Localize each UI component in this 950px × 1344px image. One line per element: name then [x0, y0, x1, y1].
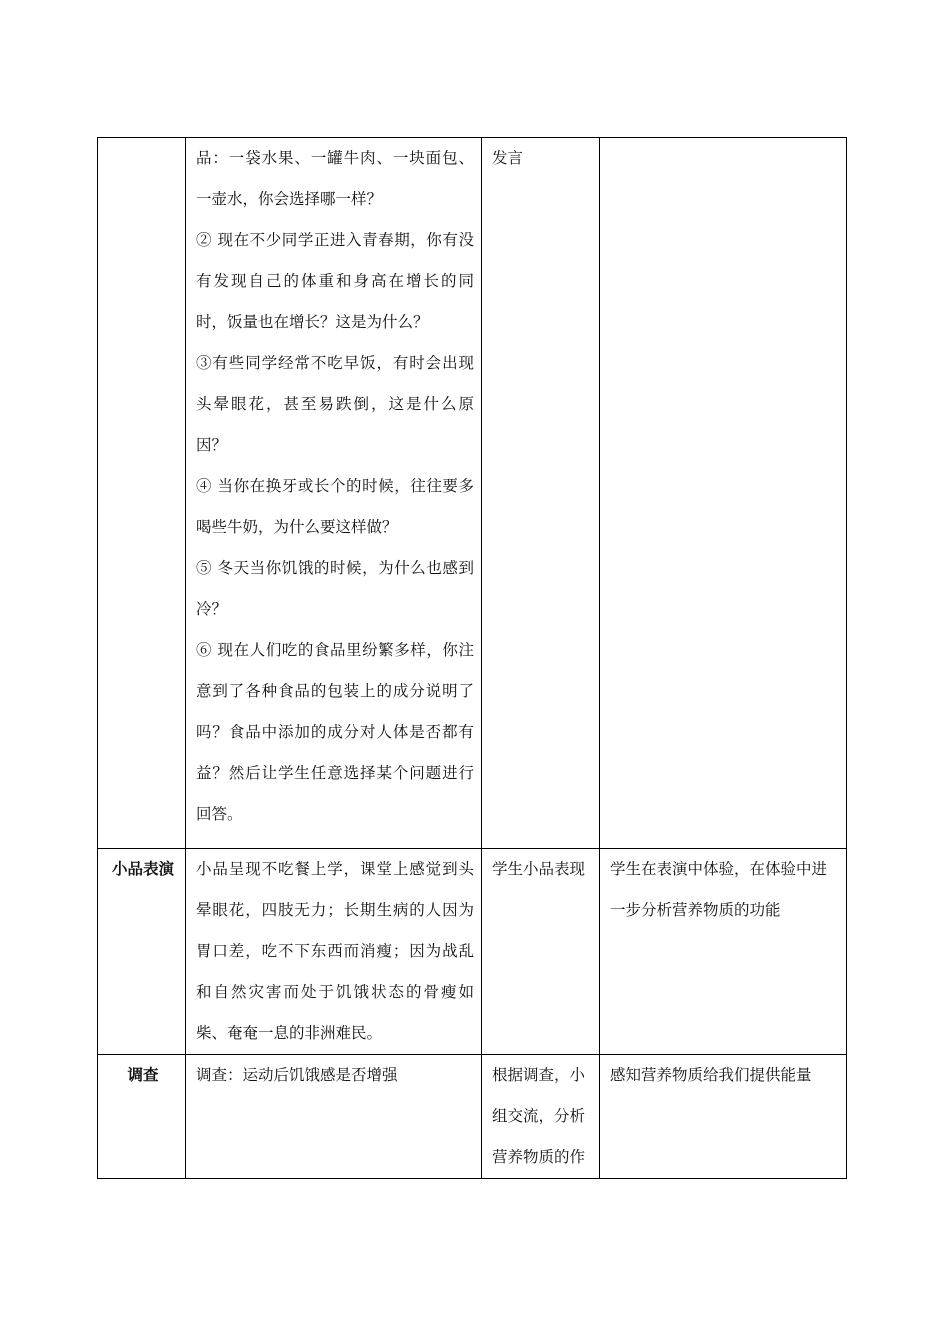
design-intent	[600, 138, 847, 849]
activity-content	[186, 138, 482, 849]
design-intent: 学生在表演中体验，在体验中进一步分析营养物质的功能	[600, 849, 847, 1055]
student-activity: 发言	[482, 138, 600, 849]
row-label: 小品表演	[98, 849, 186, 1055]
question-item: ⑤ 冬天当你饥饿的时候，为什么也感到冷？	[196, 559, 474, 618]
design-intent: 感知营养物质给我们提供能量	[600, 1055, 847, 1179]
table-row	[98, 849, 847, 1055]
question-item: 品：一袋水果、一罐牛肉、一块面包、一壶水，你会选择哪一样？	[196, 149, 474, 208]
question-item: ③有些同学经常不吃早饭，有时会出现头晕眼花，甚至易跌倒，这是什么原因？	[196, 354, 474, 454]
question-item: ⑥ 现在人们吃的食品里纷繁多样，你注意到了各种食品的包装上的成分说明了吗？食品中添加的成分对人体是否都有益？然后让学生任意选择某个问题进行回答。	[196, 641, 474, 823]
row-label	[98, 138, 186, 849]
student-activity: 根据调查，小组交流，分析营养物质的作	[482, 1055, 600, 1179]
question-item: ④ 当你在换牙或长个的时候，往往要多喝些牛奶，为什么要这样做？	[196, 477, 474, 536]
student-activity: 学生小品表现	[482, 849, 600, 1055]
activity-content: 调查：运动后饥饿感是否增强	[186, 1055, 482, 1179]
lesson-plan-table	[97, 137, 847, 1179]
activity-content: 小品呈现不吃餐上学，课堂上感觉到头晕眼花，四肢无力；长期生病的人因为胃口差，吃不下东西而消瘦；因为战乱和自然灾害而处于饥饿状态的骨瘦如柴、奄奄一息的非洲难民。	[186, 849, 482, 1055]
table-row	[98, 138, 847, 849]
row-label: 调查	[98, 1055, 186, 1179]
table-row	[98, 1055, 847, 1179]
question-item: ② 现在不少同学正进入青春期，你有没有发现自己的体重和身高在增长的同时，饭量也在增长？这是为什么？	[196, 231, 474, 331]
